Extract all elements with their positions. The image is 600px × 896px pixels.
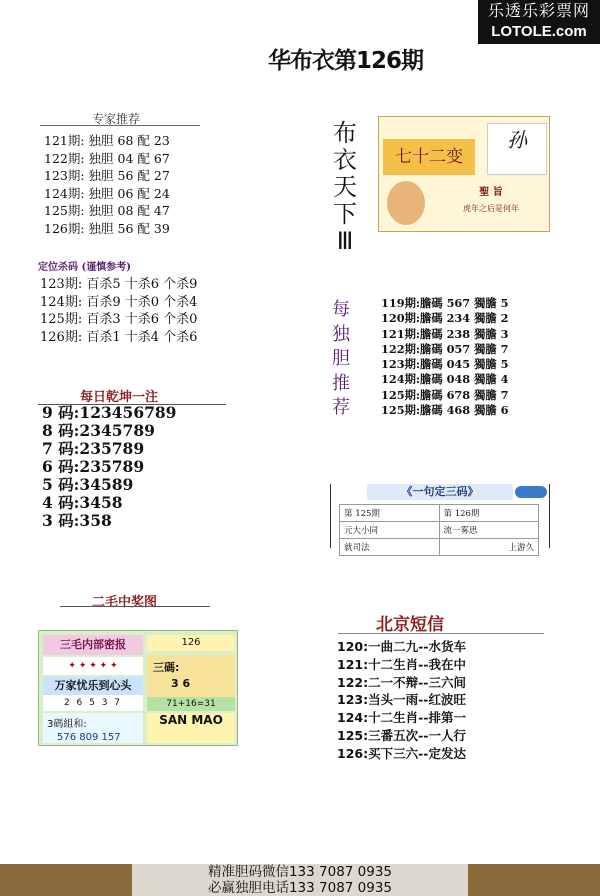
sanmao-sum: 71+16=31 xyxy=(147,697,235,711)
list-item: 123期:膽碼 045 獨膽 5 xyxy=(381,357,509,372)
list-item: 5 码:34589 xyxy=(42,475,134,494)
sanmao-combo-value: 576 809 157 xyxy=(57,732,121,743)
big-text: 七十二变 xyxy=(383,139,475,175)
table-cell: 第 125期 xyxy=(340,505,440,522)
list-item: 126期: 百杀1 十杀4 个杀6 xyxy=(40,329,198,345)
list-item: 3 码:358 xyxy=(42,511,112,530)
list-item: 123:当头一雨--红波旺 xyxy=(337,692,466,708)
list-item: 123期: 百杀5 十杀6 个杀9 xyxy=(40,277,198,292)
title-char: 荐 xyxy=(332,397,350,418)
signature-glyph-icon: 孙 xyxy=(507,128,527,152)
signature-box xyxy=(487,123,547,175)
page-title: 华布衣第126期 xyxy=(268,48,424,74)
meiri-vertical-title xyxy=(328,298,354,421)
sanmao-three-label: 三碼: xyxy=(153,661,180,674)
title-char: Ⅲ xyxy=(336,227,354,255)
meiri-list xyxy=(381,296,508,418)
watermark-domain: LOTOLE.com xyxy=(491,23,587,40)
contact-wechat: 精准胆码微信133 7087 0935 xyxy=(207,864,393,880)
daily-list xyxy=(42,404,176,530)
sanmao-issue: 126 xyxy=(147,635,235,651)
divider xyxy=(338,633,544,634)
table-cell: 第 126期 xyxy=(439,505,539,522)
list-item: 124:十二生肖--排第一 xyxy=(337,710,466,726)
dingwei-list xyxy=(40,276,197,346)
table-row xyxy=(340,522,539,539)
title-char: 每 xyxy=(332,299,350,320)
title-char: 衣 xyxy=(333,146,357,174)
logo-icon xyxy=(515,486,547,498)
watermark-cn: 乐透乐彩票网 xyxy=(487,1,590,20)
list-item: 126:买下三六--定发达 xyxy=(337,745,466,761)
list-item: 122期:膽碼 057 獨膽 7 xyxy=(381,341,509,356)
buyi-vertical-title xyxy=(330,120,360,255)
list-item: 124期: 独胆 06 配 24 xyxy=(44,185,170,201)
list-item: 8 码:2345789 xyxy=(42,421,155,440)
table-row xyxy=(340,505,539,522)
title-char: 下 xyxy=(333,200,357,228)
riddle-question: 虎年之后是何年 xyxy=(463,204,519,213)
list-item: 121期: 独胆 68 配 23 xyxy=(44,133,170,148)
table-cell: 流一雾思 xyxy=(439,522,539,539)
list-item: 125期: 独胆 08 配 47 xyxy=(44,203,170,219)
sanmao-banner: 三毛内部密报 xyxy=(43,635,143,655)
list-item: 7 码:235789 xyxy=(42,439,145,458)
dingwei-title: 定位杀码 (谨慎参考) xyxy=(38,262,131,273)
sanmao-brand xyxy=(147,713,235,743)
monkey-king-image xyxy=(378,116,550,232)
monkey-face-icon xyxy=(387,181,425,225)
table-row xyxy=(340,539,539,556)
contact-phone: 必赢独胆电话133 7087 0935 xyxy=(207,880,393,896)
list-item: 125:三番五次--一人行 xyxy=(337,727,466,743)
divider xyxy=(40,125,200,126)
table-cell: 元大小同 xyxy=(340,522,440,539)
list-item: 6 码:235789 xyxy=(42,457,145,476)
ermao-title: 二毛中奖图 xyxy=(92,595,158,610)
title-char: 胆 xyxy=(332,348,350,369)
sanmao-digits: 2 6 5 3 7 xyxy=(43,695,143,711)
list-item: 124期: 百杀9 十杀0 个杀4 xyxy=(40,294,198,310)
list-item: 121期:膽碼 238 獨膽 3 xyxy=(381,326,509,341)
sanmao-combo-label: 3碼組和: xyxy=(47,719,87,730)
divider xyxy=(60,606,210,607)
list-item: 122:二一不辩--三六间 xyxy=(337,674,466,690)
list-item: 123期: 独胆 56 配 27 xyxy=(44,168,170,184)
yiju-box xyxy=(330,484,550,553)
table-cell: 上游久 xyxy=(439,539,539,556)
list-item: 121:十二生肖--我在中 xyxy=(337,656,466,672)
beijing-title: 北京短信 xyxy=(376,615,444,635)
site-watermark xyxy=(478,0,600,44)
title-char: 推 xyxy=(332,372,350,394)
table-cell: 就司法 xyxy=(340,539,440,556)
list-item: 120期:膽碼 234 獨膽 2 xyxy=(381,311,509,326)
title-char: 布 xyxy=(333,119,357,147)
sanmao-strip: ✦ ✦ ✦ ✦ ✦ xyxy=(43,657,143,675)
sanmao-three-value: 3 6 xyxy=(171,677,191,690)
expert-list xyxy=(44,132,170,238)
sanmao-tagline: 万家忧乐到心头 xyxy=(43,677,143,695)
daily-title: 每日乾坤一注 xyxy=(80,390,159,405)
sanmao-combo xyxy=(43,713,143,743)
list-item: 126期: 独胆 56 配 39 xyxy=(44,220,170,236)
yiju-table xyxy=(339,504,539,556)
beijing-list xyxy=(337,638,466,763)
expert-title: 专家推荐 xyxy=(92,112,141,126)
list-item: 122期: 独胆 04 配 67 xyxy=(44,150,170,166)
sanmao-three-box xyxy=(147,655,235,697)
list-item: 120:一曲二九--水货车 xyxy=(337,639,466,654)
yiju-title: 《一句定三码》 xyxy=(367,484,513,500)
title-char: 独 xyxy=(332,323,350,345)
list-item: 124期:膽碼 048 獨膽 4 xyxy=(381,372,509,387)
title-char: 天 xyxy=(333,173,357,201)
shengzhi-label: 聖 旨 xyxy=(479,187,503,198)
contact-box xyxy=(132,864,468,896)
sanmao-brand-text: SAN MAO xyxy=(159,713,223,727)
list-item: 4 码:3458 xyxy=(42,493,123,512)
list-item: 119期:膽碼 567 獨膽 5 xyxy=(381,296,509,310)
list-item: 9 码:123456789 xyxy=(42,403,177,422)
list-item: 125期:膽碼 678 獨膽 7 xyxy=(381,387,509,402)
footer-bar xyxy=(0,864,600,896)
list-item: 125期: 百杀3 十杀6 个杀0 xyxy=(40,312,198,327)
list-item: 125期:膽碼 468 獨膽 6 xyxy=(381,403,509,418)
sanmao-image xyxy=(38,630,238,746)
